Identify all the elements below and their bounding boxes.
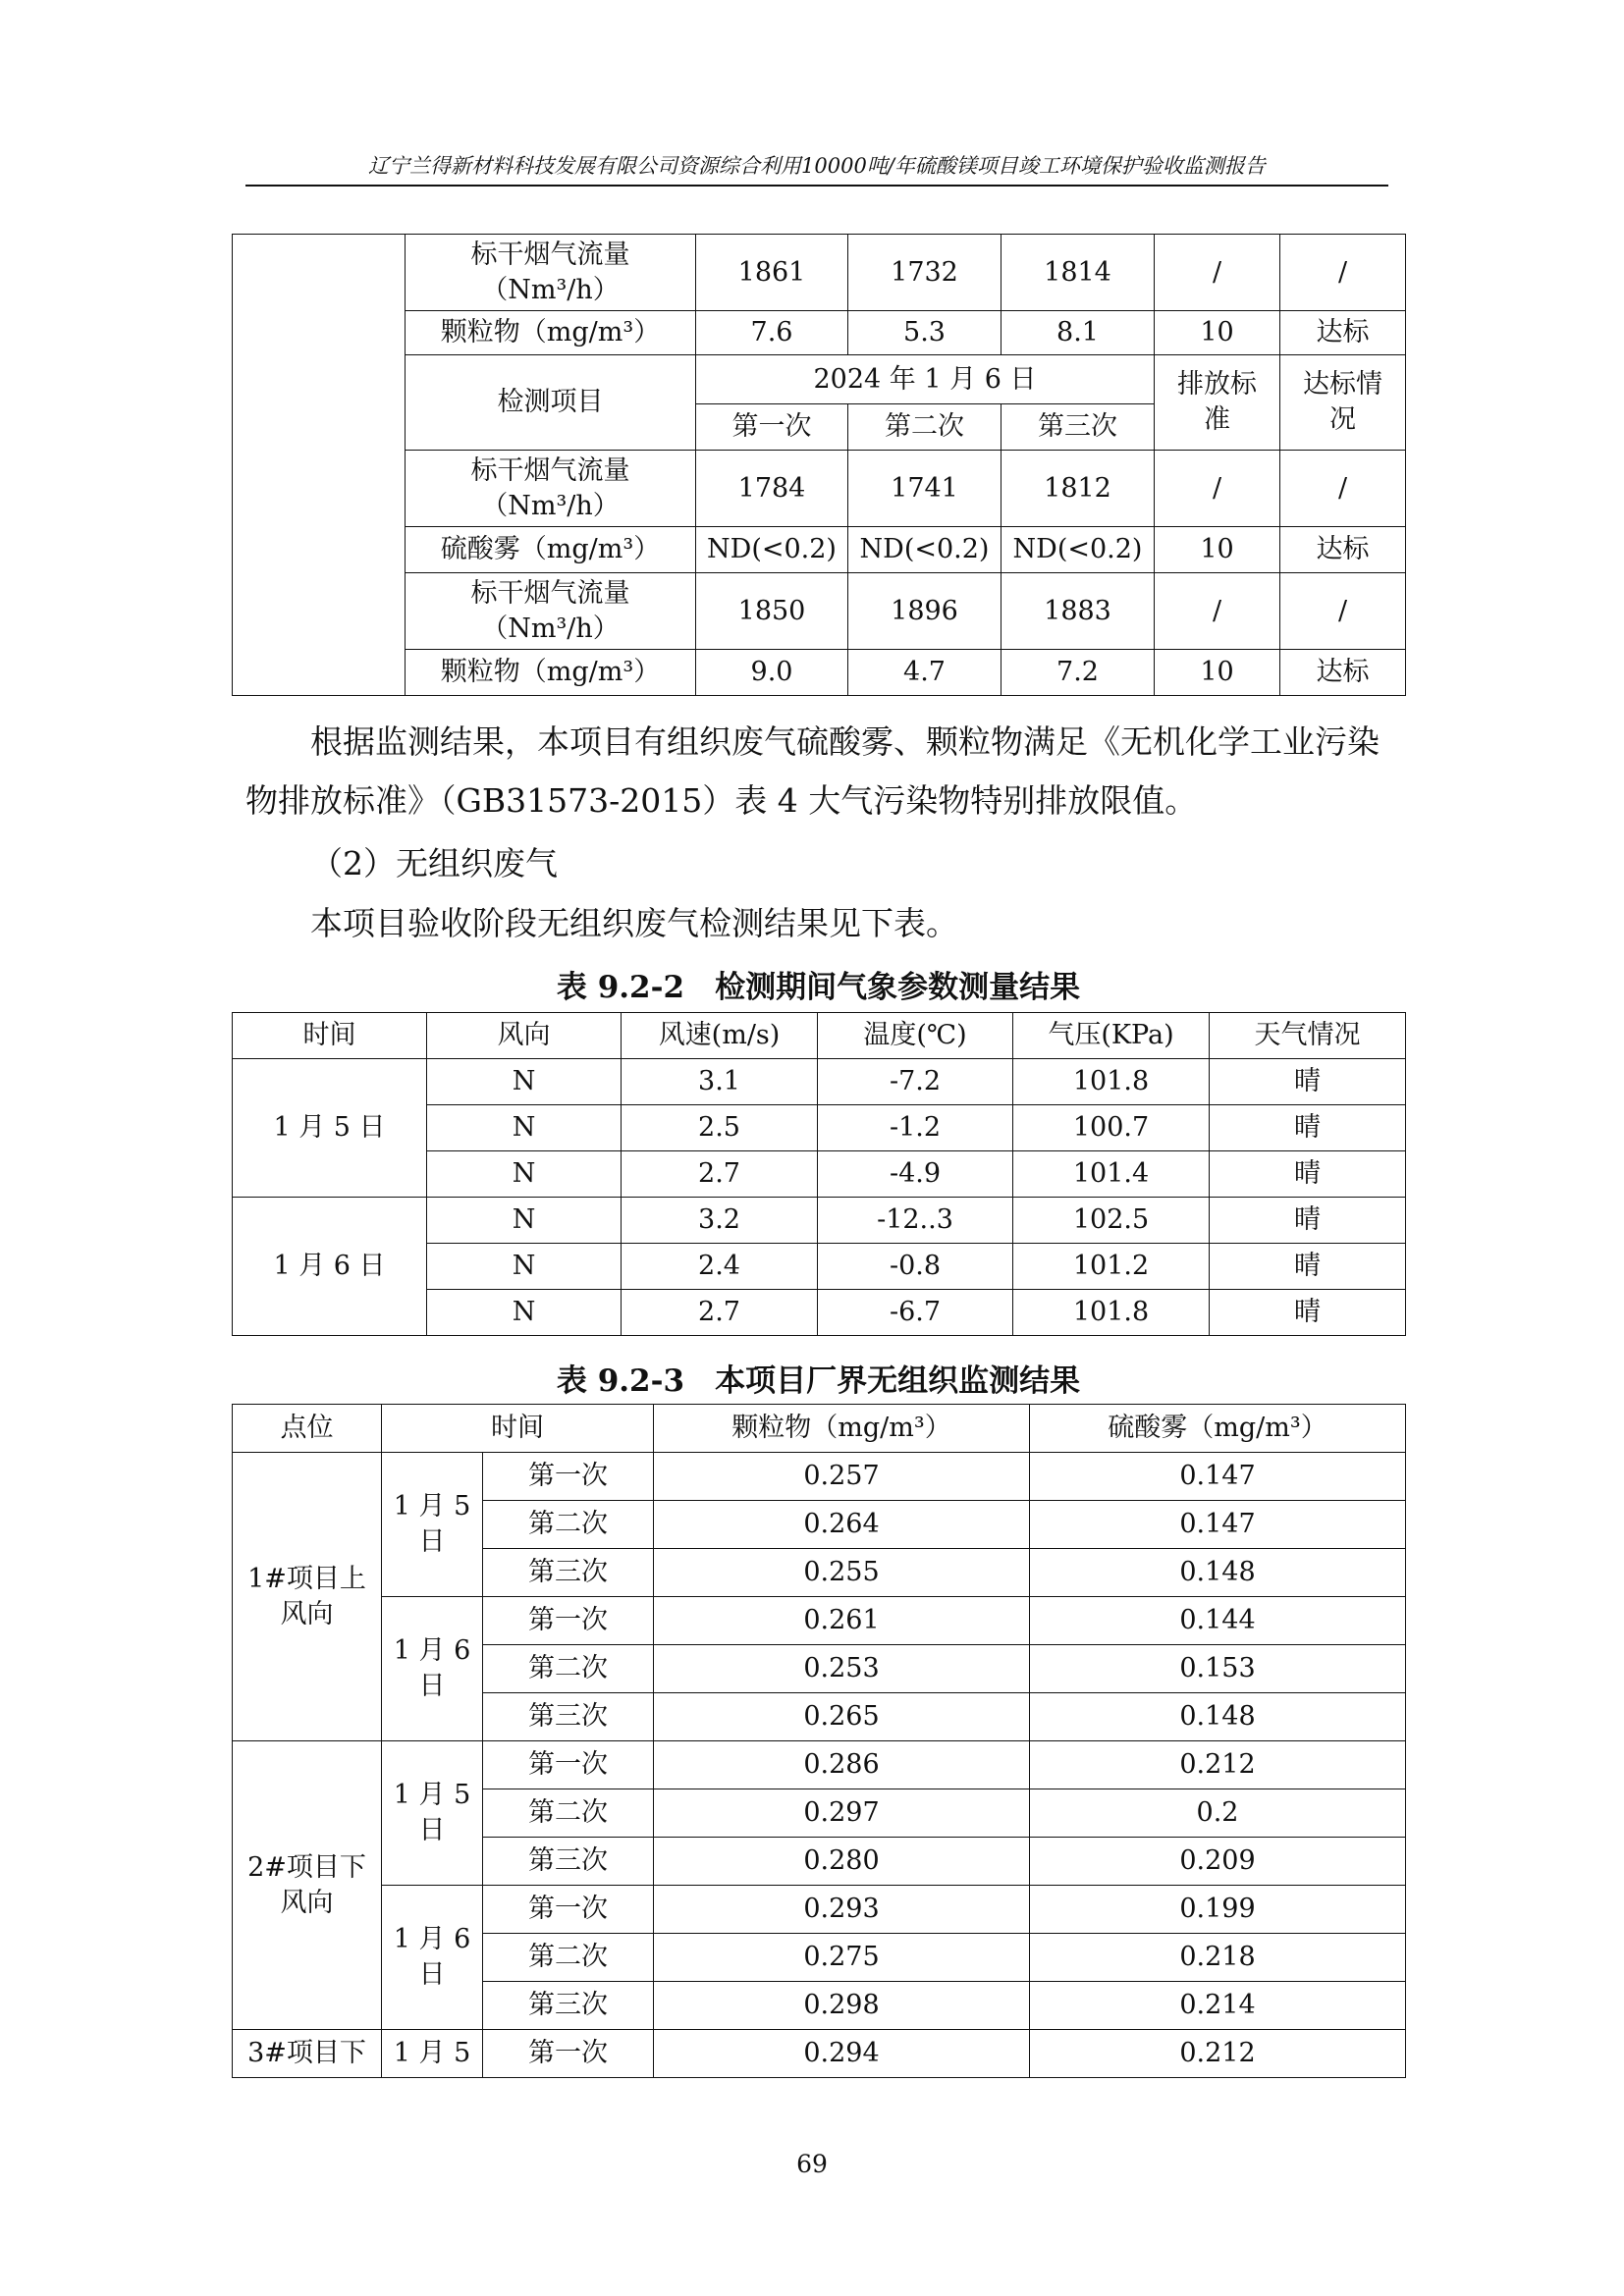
result-cell: / [1280,451,1406,527]
weather-cell: 晴 [1210,1290,1406,1336]
value-cell: 7.6 [696,311,848,355]
acid-mist-cell: 0.148 [1030,1693,1406,1741]
wind-speed-cell: 2.7 [622,1151,818,1198]
temperature-cell: -7.2 [818,1059,1013,1105]
date-header: 2024 年 1 月 6 日 [696,355,1155,404]
value-cell: 1812 [1001,451,1155,527]
merged-left-cell [233,235,406,696]
acid-mist-cell: 0.147 [1030,1501,1406,1549]
pressure-cell: 101.4 [1013,1151,1210,1198]
running-header: 辽宁兰得新材料科技发展有限公司资源综合利用10000吨/年硫酸镁项目竣工环境保护验收监测报告 [245,147,1388,187]
acid-mist-cell: 0.144 [1030,1597,1406,1645]
day-cell: 1 月 6 日 [382,1886,483,2030]
standard-cell: / [1155,235,1280,311]
day-cell: 1 月 5 日 [382,1453,483,1597]
round-cell: 第一次 [483,1597,654,1645]
result-cell: 达标 [1280,527,1406,573]
day-cell: 1 月 6 日 [382,1597,483,1741]
pm-cell: 0.293 [654,1886,1030,1934]
round-header: 第二次 [848,404,1001,451]
column-header: 点位 [233,1405,382,1453]
acid-mist-cell: 0.2 [1030,1789,1406,1838]
value-cell: 1850 [696,573,848,650]
point-cell: 3#项目下 [233,2030,382,2078]
acid-mist-cell: 0.153 [1030,1645,1406,1693]
temperature-cell: -4.9 [818,1151,1013,1198]
wind-speed-cell: 3.1 [622,1059,818,1105]
value-cell: ND(<0.2) [848,527,1001,573]
wind-direction-cell: N [427,1244,622,1290]
standard-cell: 10 [1155,650,1280,696]
column-header: 硫酸雾（mg/m³） [1030,1405,1406,1453]
acid-mist-cell: 0.212 [1030,2030,1406,2078]
round-header: 第一次 [696,404,848,451]
conclusion-paragraph: 根据监测结果，本项目有组织废气硫酸雾、颗粒物满足《无机化学工业污染物排放标准》（GB31573-2015）表 4 大气污染物特别排放限值。 [245,722,1380,820]
day-cell: 1 月 5 日 [382,1741,483,1886]
wind-direction-cell: N [427,1105,622,1151]
table-row [233,1059,1406,1105]
table-row [233,527,1406,573]
acid-mist-cell: 0.199 [1030,1886,1406,1934]
pm-cell: 0.280 [654,1838,1030,1886]
page-number: 69 [796,2150,828,2178]
pm-cell: 0.261 [654,1597,1030,1645]
table-row [233,1198,1406,1244]
section-heading: （2）无组织废气 [310,844,558,882]
column-header: 时间 [233,1013,427,1059]
acid-mist-cell: 0.148 [1030,1549,1406,1597]
column-header: 温度(℃) [818,1013,1013,1059]
pressure-cell: 101.8 [1013,1059,1210,1105]
item-cell: 硫酸雾（mg/m³） [406,527,696,573]
round-cell: 第三次 [483,1693,654,1741]
column-header: 颗粒物（mg/m³） [654,1405,1030,1453]
value-cell: 1861 [696,235,848,311]
standard-cell: / [1155,451,1280,527]
weather-cell: 晴 [1210,1151,1406,1198]
pressure-cell: 101.8 [1013,1290,1210,1336]
standard-cell: 10 [1155,311,1280,355]
acid-mist-cell: 0.147 [1030,1453,1406,1501]
table-row [233,650,1406,696]
value-cell: 5.3 [848,311,1001,355]
pressure-cell: 100.7 [1013,1105,1210,1151]
table-row [233,2030,1406,2078]
standard-cell: / [1155,573,1280,650]
value-cell: 1732 [848,235,1001,311]
value-cell: 4.7 [848,650,1001,696]
wind-speed-cell: 3.2 [622,1198,818,1244]
table-caption: 表 9.2-2 检测期间气象参数测量结果 [556,970,1081,1005]
wind-speed-cell: 2.5 [622,1105,818,1151]
pm-cell: 0.294 [654,2030,1030,2078]
column-header: 时间 [382,1405,654,1453]
round-cell: 第二次 [483,1501,654,1549]
weather-cell: 晴 [1210,1105,1406,1151]
value-cell: 1883 [1001,573,1155,650]
table-caption: 表 9.2-3 本项目厂界无组织监测结果 [556,1363,1081,1399]
pm-cell: 0.298 [654,1982,1030,2030]
round-cell: 第一次 [483,1741,654,1789]
item-cell: 颗粒物（mg/m³） [406,650,696,696]
pm-cell: 0.255 [654,1549,1030,1597]
pressure-cell: 102.5 [1013,1198,1210,1244]
weather-table [232,1012,1406,1336]
organized-emission-table-continued [232,234,1406,696]
round-cell: 第一次 [483,1453,654,1501]
day-cell: 1 月 5 [382,2030,483,2078]
table-row [233,1741,1406,1789]
wind-direction-cell: N [427,1151,622,1198]
round-cell: 第二次 [483,1934,654,1982]
table-row [233,451,1406,527]
header-row [233,1013,1406,1059]
column-header: 气压(KPa) [1013,1013,1210,1059]
result-cell: / [1280,573,1406,650]
weather-cell: 晴 [1210,1244,1406,1290]
round-cell: 第三次 [483,1982,654,2030]
value-cell: 1784 [696,451,848,527]
pm-cell: 0.275 [654,1934,1030,1982]
value-cell: ND(<0.2) [696,527,848,573]
wind-direction-cell: N [427,1059,622,1105]
pm-cell: 0.264 [654,1501,1030,1549]
wind-speed-cell: 2.7 [622,1290,818,1336]
result-cell: 达标 [1280,650,1406,696]
result-header: 达标情 况 [1280,355,1406,451]
round-cell: 第三次 [483,1838,654,1886]
pm-cell: 0.257 [654,1453,1030,1501]
wind-direction-cell: N [427,1198,622,1244]
value-cell: 9.0 [696,650,848,696]
value-cell: 7.2 [1001,650,1155,696]
standard-cell: 10 [1155,527,1280,573]
subheader-row [233,355,1406,404]
value-cell: 1896 [848,573,1001,650]
result-cell: 达标 [1280,311,1406,355]
table-row [233,573,1406,650]
value-cell: 1741 [848,451,1001,527]
boundary-monitoring-table [232,1404,1406,2078]
round-cell: 第二次 [483,1645,654,1693]
point-cell: 2#项目下 风向 [233,1741,382,2030]
column-header: 风速(m/s) [622,1013,818,1059]
temperature-cell: -0.8 [818,1244,1013,1290]
wind-speed-cell: 2.4 [622,1244,818,1290]
pm-cell: 0.253 [654,1645,1030,1693]
acid-mist-cell: 0.212 [1030,1741,1406,1789]
table-row [233,235,1406,311]
round-cell: 第三次 [483,1549,654,1597]
column-header: 风向 [427,1013,622,1059]
pm-cell: 0.265 [654,1693,1030,1741]
table-row [233,1886,1406,1934]
acid-mist-cell: 0.209 [1030,1838,1406,1886]
pm-cell: 0.297 [654,1789,1030,1838]
temperature-cell: -6.7 [818,1290,1013,1336]
value-cell: 8.1 [1001,311,1155,355]
wind-direction-cell: N [427,1290,622,1336]
date-cell: 1 月 6 日 [233,1198,427,1336]
item-header: 检测项目 [406,355,696,451]
temperature-cell: -12..3 [818,1198,1013,1244]
item-cell: 标干烟气流量 （Nm³/h） [406,451,696,527]
item-cell: 标干烟气流量 （Nm³/h） [406,573,696,650]
value-cell: ND(<0.2) [1001,527,1155,573]
temperature-cell: -1.2 [818,1105,1013,1151]
weather-cell: 晴 [1210,1198,1406,1244]
round-cell: 第一次 [483,1886,654,1934]
result-cell: / [1280,235,1406,311]
acid-mist-cell: 0.218 [1030,1934,1406,1982]
table-row [233,1453,1406,1501]
pressure-cell: 101.2 [1013,1244,1210,1290]
round-cell: 第一次 [483,2030,654,2078]
acid-mist-cell: 0.214 [1030,1982,1406,2030]
date-cell: 1 月 5 日 [233,1059,427,1198]
round-cell: 第二次 [483,1789,654,1838]
item-cell: 标干烟气流量 （Nm³/h） [406,235,696,311]
header-row [233,1405,1406,1453]
column-header: 天气情况 [1210,1013,1406,1059]
round-header: 第三次 [1001,404,1155,451]
weather-cell: 晴 [1210,1059,1406,1105]
item-cell: 颗粒物（mg/m³） [406,311,696,355]
value-cell: 1814 [1001,235,1155,311]
pm-cell: 0.286 [654,1741,1030,1789]
intro-paragraph: 本项目验收阶段无组织废气检测结果见下表。 [310,904,958,942]
table-row [233,1597,1406,1645]
table-row [233,311,1406,355]
standard-header: 排放标 准 [1155,355,1280,451]
point-cell: 1#项目上 风向 [233,1453,382,1741]
